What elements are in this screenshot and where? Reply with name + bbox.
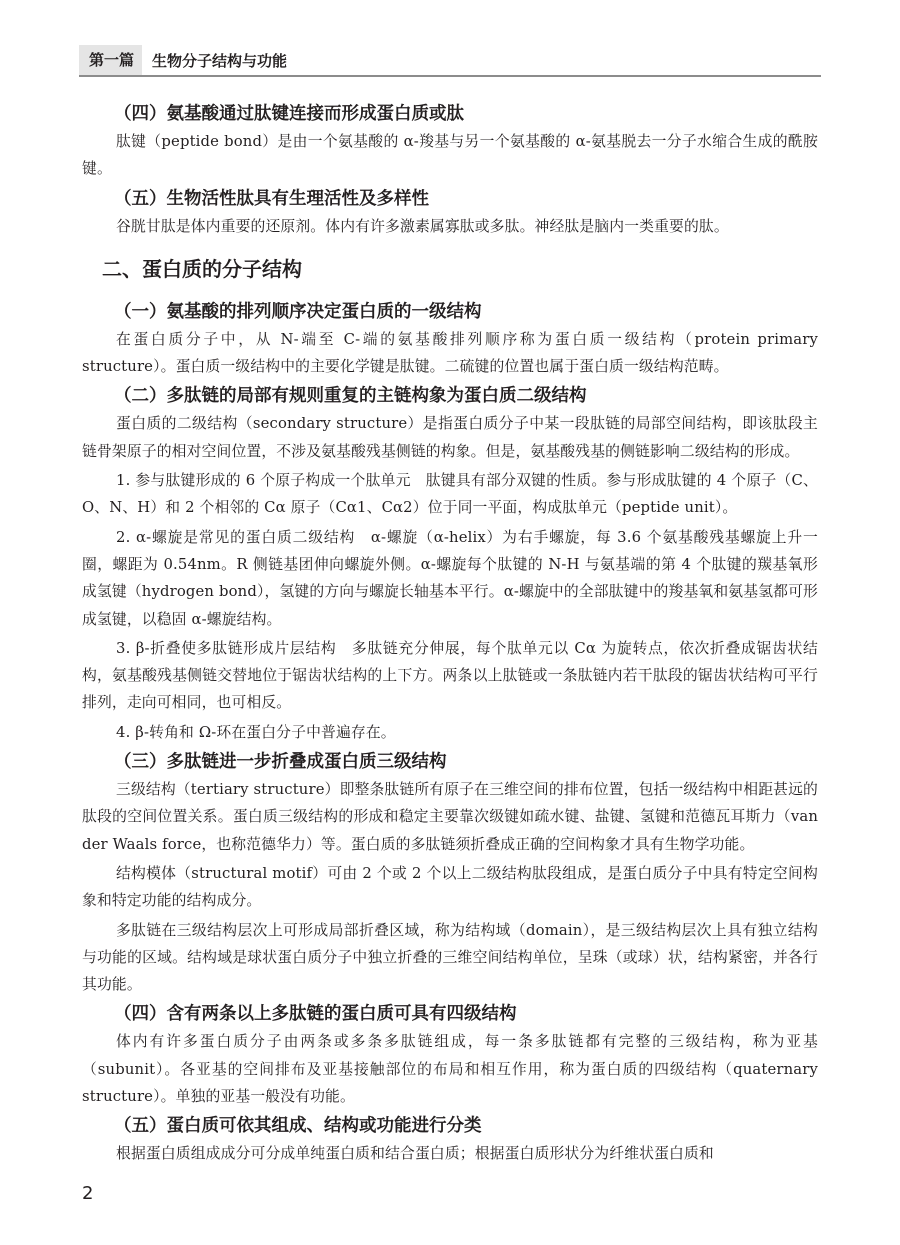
running-header (79, 45, 287, 75)
subsection-heading: （五）蛋白质可依其组成、结构或功能进行分类 (114, 1116, 482, 1137)
paragraph: 谷胱甘肽是体内重要的还原剂。体内有许多激素属寡肽或多肽。神经肽是脑内一类重要的肽。 (116, 217, 729, 235)
paragraph: 1. 参与肽键形成的 6 个原子构成一个肽单元 肽键具有部分双键的性质。参与形成肽键的 4 个原子（C、O、N、H）和 2 个相邻的 Cα 原子（Cα1、Cα2）位于同一平面，构成肽单元（peptide unit）。 (82, 472, 818, 517)
paragraph: 根据蛋白质组成成分可分成单纯蛋白质和结合蛋白质；根据蛋白质形状分为纤维状蛋白质和 (116, 1145, 714, 1163)
paragraph: 结构模体（structural motif）可由 2 个或 2 个以上二级结构肽段组成，是蛋白质分子中具有特定空间构象和特定功能的结构成分。 (82, 864, 818, 910)
paragraph: 4. β-转角和 Ω-环在蛋白分子中普遍存在。 (116, 723, 396, 741)
part-title: 生物分子结构与功能 (152, 51, 288, 70)
subsection-heading: （一）氨基酸的排列顺序决定蛋白质的一级结构 (114, 301, 482, 322)
paragraph: 肽键（peptide bond）是由一个氨基酸的 α-羧基与另一个氨基酸的 α-氨基脱去一分子水缩合生成的酰胺键。 (82, 133, 818, 178)
paragraph: 三级结构（tertiary structure）即整条肽链所有原子在三维空间的排布位置，包括一级结构中相距甚远的肽段的空间位置关系。蛋白质三级结构的形成和稳定主要靠次级键如疏水键、盐键、氢键和范德瓦耳斯力（van der Waals force，也称范德华力）等。蛋白质的多肽链须折叠成正确的空间构象才具有生物学功能。 (82, 781, 818, 853)
paragraph: 在蛋白质分子中，从 N-端至 C-端的氨基酸排列顺序称为蛋白质一级结构（protein primary structure）。蛋白质一级结构中的主要化学键是肽键。二硫键的位置也属于蛋白质一级结构范畴。 (82, 330, 818, 376)
subsection-heading: （五）生物活性肽具有生理活性及多样性 (114, 188, 429, 209)
part-label: 第一篇 (79, 45, 142, 75)
paragraph: 2. α-螺旋是常见的蛋白质二级结构 α-螺旋（α-helix）为右手螺旋，每 3.6 个氨基酸残基螺旋上升一圈，螺距为 0.54nm。R 侧链基团伸向螺旋外侧。α-螺旋每个肽键的 N-H 与氨基端的第 4 个肽键的羰基氧形成氢键（hydrogen bond），氢键的方向与螺旋长轴基本平行。α-螺旋中的全部肽键中的羧基氧和氨基氢都可形成氢键，以稳固 α-螺旋结构。 (82, 528, 818, 628)
paragraph: 体内有许多蛋白质分子由两条或多条多肽链组成，每一条多肽链都有完整的三级结构，称为亚基（subunit）。各亚基的空间排布及亚基接触部位的布局和相互作用，称为蛋白质的四级结构（quaternary structure）。单独的亚基一般没有功能。 (82, 1033, 818, 1106)
section-heading: 二、蛋白质的分子结构 (102, 256, 302, 281)
subsection-heading: （四）氨基酸通过肽键连接而形成蛋白质或肽 (114, 104, 464, 124)
header-rule (79, 75, 821, 77)
paragraph: 多肽链在三级结构层次上可形成局部折叠区域，称为结构域（domain），是三级结构层次上具有独立结构与功能的区域。结构域是球状蛋白质分子中独立折叠的三维空间结构单位，呈珠（或球）状，结构紧密，并各行其功能。 (82, 921, 818, 994)
subsection-heading: （二）多肽链的局部有规则重复的主链构象为蛋白质二级结构 (114, 386, 587, 407)
paragraph: 蛋白质的二级结构（secondary structure）是指蛋白质分子中某一段肽链的局部空间结构，即该肽段主链骨架原子的相对空间位置，不涉及氨基酸残基侧链的构象。但是，氨基酸残基的侧链影响二级结构的形成。 (82, 415, 818, 460)
page-number: 2 (82, 1183, 94, 1204)
paragraph: 3. β-折叠使多肽链形成片层结构 多肽链充分伸展，每个肽单元以 Cα 为旋转点，依次折叠成锯齿状结构，氨基酸残基侧链交替地位于锯齿状结构的上下方。两条以上肽链或一条肽链内若干肽段的锯齿状结构可平行排列，走向可相同，也可相反。 (82, 639, 818, 712)
subsection-heading: （四）含有两条以上多肽链的蛋白质可具有四级结构 (114, 1004, 517, 1025)
page-body (82, 100, 818, 1170)
subsection-heading: （三）多肽链进一步折叠成蛋白质三级结构 (114, 752, 447, 773)
